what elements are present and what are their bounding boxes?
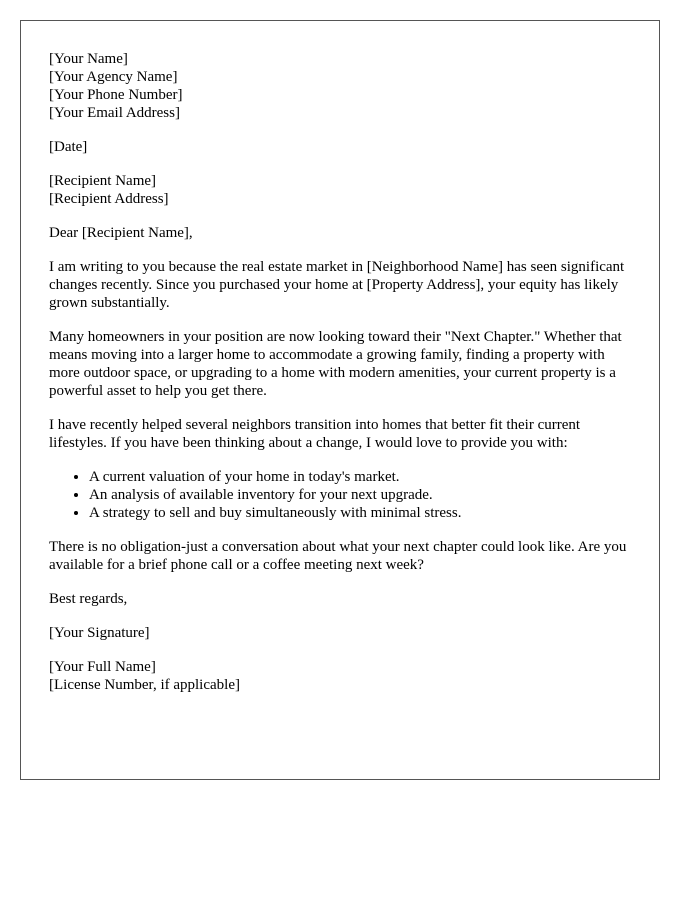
footer-block [49,658,631,694]
recipient-name: [Recipient Name] [49,173,157,189]
list-item: • A strategy to sell and buy simultaneously with minimal stress. [89,504,631,522]
body-paragraph-2: Many homeowners in your position are now looking toward their "Next Chapter." Whether that means moving into a larger home to accommodate a growing family, finding a property with more outdoor space, or upgrading to a home with modern amenities, your current property is a powerful asset to help you get there. [49,329,622,399]
footer-license: [License Number, if applicable] [49,677,240,693]
list-item: • A current valuation of your home in today's market. [89,468,631,486]
body-paragraph-1: I am writing to you because the real estate market in [Neighborhood Name] has seen significant changes recently. Since you purchased your home at [Property Address], your equity has likely grown substantially. [49,259,625,311]
footer-full-name: [Your Full Name] [49,659,156,675]
closing: Best regards, [49,591,128,607]
list-item: • An analysis of available inventory for your next upgrade. [89,486,631,504]
body-paragraph-3: I have recently helped several neighbors transition into homes that better fit their current lifestyles. If you have been thinking about a change, I would love to provide you with: [49,417,581,451]
sender-email: [Your Email Address] [49,105,180,121]
signature: [Your Signature] [49,625,150,641]
recipient-block [49,172,631,208]
sender-name: [Your Name] [49,51,128,67]
sender-phone: [Your Phone Number] [49,87,183,103]
sender-agency: [Your Agency Name] [49,69,178,85]
recipient-address: [Recipient Address] [49,191,169,207]
salutation: Dear [Recipient Name], [49,225,193,241]
letter-date: [Date] [49,139,88,155]
offer-list [49,468,631,522]
letter-page [20,20,660,780]
sender-block [49,50,631,122]
date-block [49,138,631,156]
body-paragraph-4: There is no obligation-just a conversation about what your next chapter could look like. Are you available for a brief phone call or a coffee meeting next week? [49,539,627,573]
